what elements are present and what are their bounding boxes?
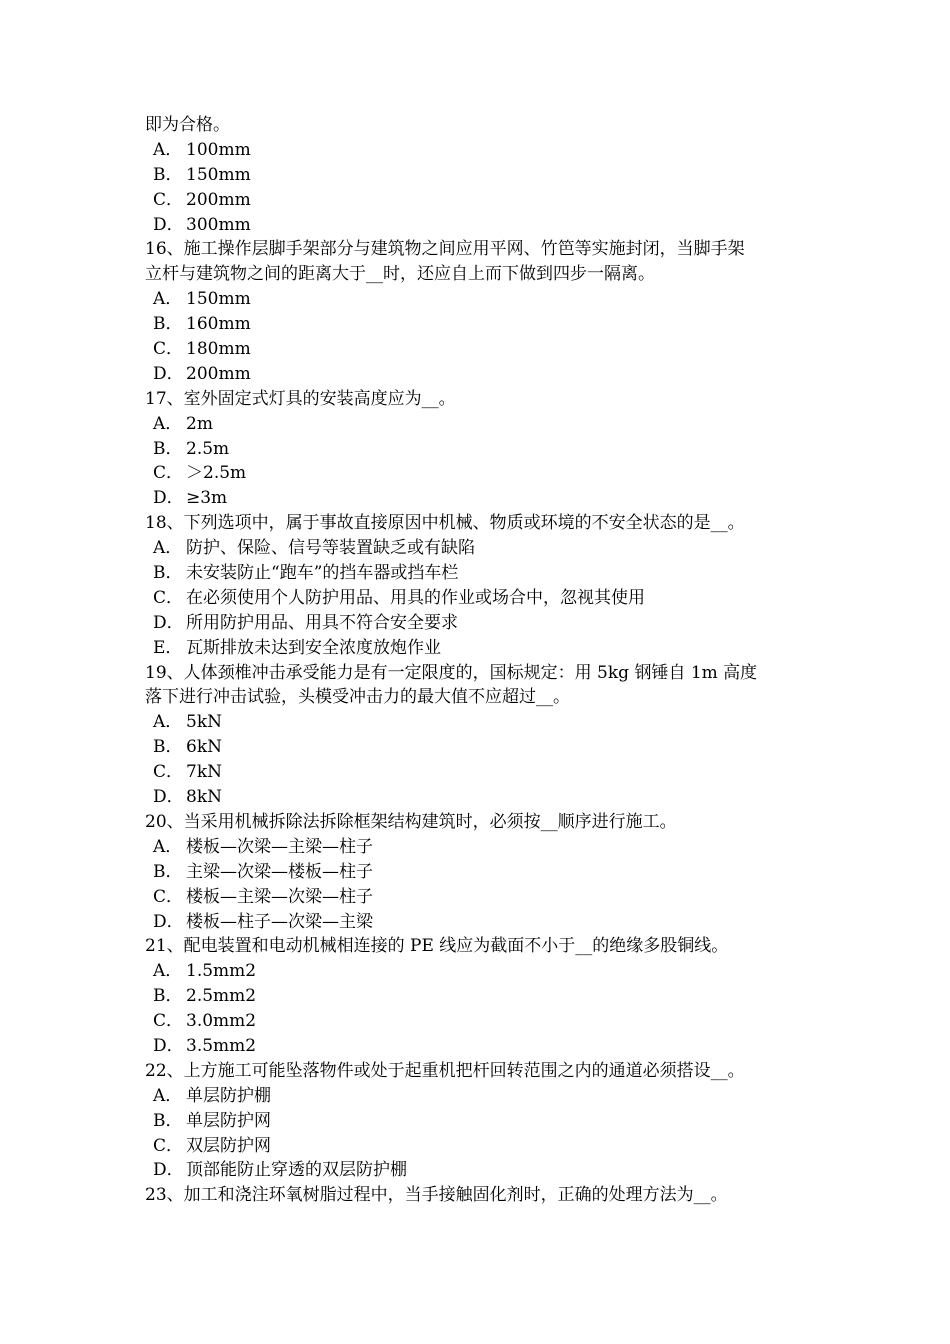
option-text: ≥3m	[186, 488, 228, 509]
q18-option-c	[145, 586, 815, 611]
q22-stem: 22、上方施工可能坠落物件或处于起重机把杆回转范围之内的通道必须搭设__。	[145, 1060, 745, 1081]
q21-option-a	[145, 959, 815, 984]
option-letter: C．	[153, 189, 184, 210]
q16-stem-line2: 立杆与建筑物之间的距离大于__时，还应自上而下做到四步一隔离。	[145, 264, 655, 285]
option-letter: B．	[153, 563, 183, 584]
q21-option-c	[145, 1009, 815, 1034]
option-text: 1.5mm2	[186, 961, 257, 982]
q18-option-e	[145, 636, 815, 661]
option-text: 楼板—次梁—主梁—柱子	[186, 836, 373, 857]
option-text: 6kN	[186, 737, 222, 758]
option-text: 防护、保险、信号等装置缺乏或有缺陷	[186, 538, 475, 559]
q23-stem: 23、加工和浇注环氧树脂过程中，当手接触固化剂时，正确的处理方法为__。	[145, 1185, 728, 1206]
option-text: 双层防护网	[186, 1135, 271, 1156]
q19-stem-line2: 落下进行冲击试验，头模受冲击力的最大值不应超过__。	[145, 687, 570, 708]
intro-tail: 即为合格。	[145, 115, 230, 135]
option-text: 200mm	[186, 363, 251, 384]
q22-option-c	[145, 1134, 815, 1159]
q19-option-c	[145, 760, 815, 785]
q20-option-a	[145, 835, 815, 860]
option-text: 未安装防止“跑车”的挡车器或挡车栏	[186, 563, 459, 584]
q18-option-a	[145, 536, 815, 561]
q16-option-b	[145, 312, 815, 337]
option-text: 楼板—柱子—次梁—主梁	[186, 911, 373, 932]
q16-stem-line1: 16、施工操作层脚手架部分与建筑物之间应用平网、竹笆等实施封闭，当脚手架	[145, 239, 745, 260]
option-text: 200mm	[186, 189, 251, 210]
q15-option-a	[145, 138, 815, 163]
option-text: 150mm	[186, 289, 251, 310]
option-letter: D．	[153, 787, 184, 808]
option-text: 单层防护棚	[186, 1085, 271, 1106]
option-text: 所用防护用品、用具不符合安全要求	[186, 612, 458, 633]
option-text: ＞2.5m	[186, 463, 247, 484]
q19-option-b	[145, 735, 815, 760]
option-text: 3.0mm2	[186, 1011, 257, 1032]
q18-option-d	[145, 611, 815, 636]
q16-option-d	[145, 362, 815, 387]
option-letter: A．	[153, 289, 183, 310]
option-text: 2m	[186, 413, 213, 434]
q15-option-c	[145, 188, 815, 213]
option-letter: B．	[153, 986, 183, 1007]
option-text: 在必须使用个人防护用品、用具的作业或场合中，忽视其使用	[186, 587, 645, 608]
q22-option-a	[145, 1084, 815, 1109]
q17-option-c	[145, 461, 815, 486]
option-letter: D．	[153, 363, 184, 384]
option-letter: C．	[153, 587, 184, 608]
option-text: 150mm	[186, 164, 251, 185]
option-text: 单层防护网	[186, 1110, 271, 1131]
q15-option-d	[145, 213, 815, 238]
option-letter: B．	[153, 438, 183, 459]
q21-stem: 21、配电装置和电动机械相连接的 PE 线应为截面不小于__的绝缘多股铜线。	[145, 936, 729, 957]
q15-option-b	[145, 163, 815, 188]
option-text: 180mm	[186, 339, 251, 360]
q16-option-a	[145, 287, 815, 312]
option-text: 瓦斯排放未达到安全浓度放炮作业	[186, 637, 441, 658]
option-letter: D．	[153, 612, 184, 633]
option-letter: D．	[153, 214, 184, 235]
option-letter: D．	[153, 911, 184, 932]
option-letter: B．	[153, 314, 183, 335]
option-text: 顶部能防止穿透的双层防护棚	[186, 1160, 407, 1181]
q17-option-d	[145, 486, 815, 511]
q22-option-d	[145, 1158, 815, 1183]
q19-stem-line1: 19、人体颈椎冲击承受能力是有一定限度的，国标规定：用 5kg 钢锤自 1m 高度	[145, 662, 758, 683]
q17-option-b	[145, 437, 815, 462]
option-text: 160mm	[186, 314, 251, 335]
option-letter: B．	[153, 737, 183, 758]
question-list	[145, 113, 815, 1208]
option-letter: A．	[153, 139, 183, 160]
q21-option-b	[145, 984, 815, 1009]
option-text: 7kN	[186, 762, 222, 783]
option-letter: C．	[153, 762, 184, 783]
option-letter: B．	[153, 861, 183, 882]
option-text: 2.5m	[186, 438, 230, 459]
q16-option-c	[145, 337, 815, 362]
option-letter: B．	[153, 164, 183, 185]
option-text: 2.5mm2	[186, 986, 257, 1007]
option-letter: C．	[153, 339, 184, 360]
option-letter: A．	[153, 1085, 183, 1106]
option-text: 主梁—次梁—楼板—柱子	[186, 861, 373, 882]
option-letter: A．	[153, 961, 183, 982]
q20-option-c	[145, 885, 815, 910]
q18-option-b	[145, 561, 815, 586]
q19-option-d	[145, 785, 815, 810]
q20-stem: 20、当采用机械拆除法拆除框架结构建筑时，必须按__顺序进行施工。	[145, 811, 677, 832]
option-text: 5kN	[186, 712, 222, 733]
q17-option-a	[145, 412, 815, 437]
option-letter: C．	[153, 1135, 184, 1156]
q20-option-d	[145, 910, 815, 935]
option-letter: A．	[153, 836, 183, 857]
option-letter: C．	[153, 1011, 184, 1032]
option-letter: A．	[153, 712, 183, 733]
q20-option-b	[145, 860, 815, 885]
option-text: 100mm	[186, 139, 251, 160]
option-letter: A．	[153, 413, 183, 434]
option-letter: A．	[153, 538, 183, 559]
option-letter: E．	[153, 637, 183, 658]
option-text: 3.5mm2	[186, 1035, 257, 1056]
q18-stem: 18、下列选项中，属于事故直接原因中机械、物质或环境的不安全状态的是__。	[145, 513, 745, 534]
q17-stem: 17、室外固定式灯具的安装高度应为__。	[145, 388, 456, 409]
option-letter: D．	[153, 488, 184, 509]
option-text: 8kN	[186, 787, 222, 808]
option-letter: D．	[153, 1160, 184, 1181]
q22-option-b	[145, 1109, 815, 1134]
option-text: 300mm	[186, 214, 251, 235]
option-letter: C．	[153, 463, 184, 484]
option-text: 楼板—主梁—次梁—柱子	[186, 886, 373, 907]
q19-option-a	[145, 710, 815, 735]
q21-option-d	[145, 1034, 815, 1059]
option-letter: D．	[153, 1035, 184, 1056]
option-letter: B．	[153, 1110, 183, 1131]
option-letter: C．	[153, 886, 184, 907]
